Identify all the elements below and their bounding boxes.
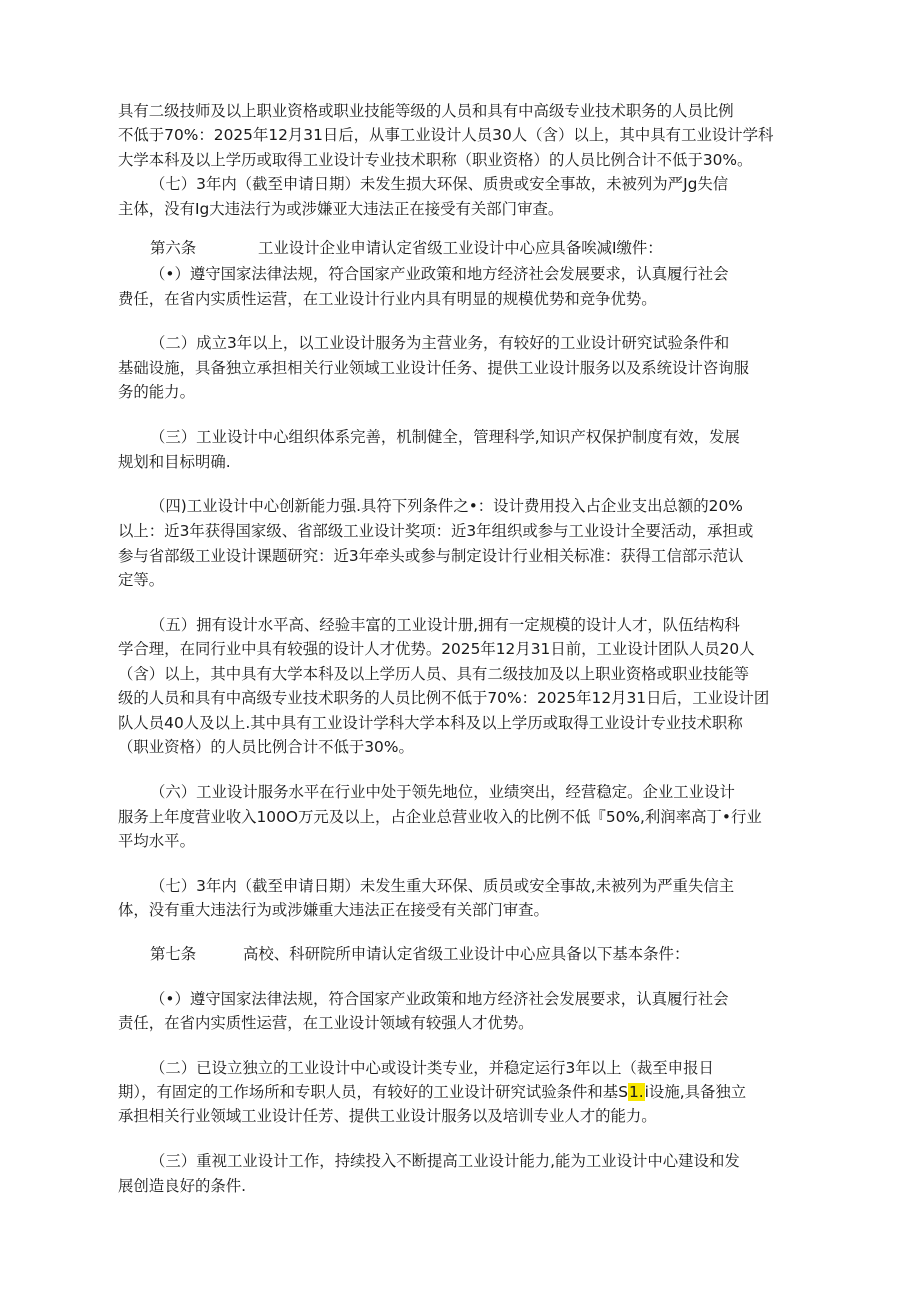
- a7-p3-line: （三）重视工业设计工作，持续投入不断提高工业设计能力,能为工业设计中心建设和发: [150, 1152, 740, 1170]
- a6-p3-line: （三）工业设计中心组织体系完善，机制健全，管理科学,知识产权保护制度有效，发展: [150, 428, 740, 446]
- article-7-label: 第七条: [150, 945, 197, 963]
- a7-p1-line: （•）遵守国家法律法规，符合国家产业政策和地方经济社会发展要求，认真履行社会: [150, 990, 729, 1008]
- article-6-heading: 工业设计企业申请认定省级工业设计中心应具备唉减I缴件：: [258, 239, 663, 257]
- a7-p2-line: [118, 1080, 746, 1104]
- highlighted-text: 1.: [628, 1083, 644, 1101]
- a7-p2-line: 承担相关行业领域工业设计任芳、提供工业设计服务以及培训专业人才的能力。: [118, 1107, 657, 1125]
- a6-p5-line: 学合理，在同行业中具有较强的设计人才优势。2025年12月31日前，工业设计团队人员20人: [118, 640, 755, 658]
- article-7-heading: 高校、科研院所申请认定省级工业设计中心应具备以下基本条件：: [243, 945, 690, 963]
- a6-p5-line: （五）拥有设计水平高、经验丰富的工业设计册,拥有一定规模的设计人才，队伍结构科: [150, 616, 740, 634]
- a7-p2-text-pre: 期），有固定的工作场所和专职人员，有较好的工业设计研究试验条件和基S: [118, 1083, 628, 1101]
- a6-p1-line: （•）遵守国家法律法规，符合国家产业政策和地方经济社会发展要求，认真履行社会: [150, 265, 729, 283]
- a6-p7-line: 体，没有重大违法行为或涉嫌重大违法正在接受有关部门审查。: [118, 901, 549, 919]
- a6-p4-line: （四)工业设计中心创新能力强.具符下列条件之•：设计费用投入占企业支出总额的20%: [150, 497, 743, 515]
- a6-p4-line: 参与省部级工业设计课题研究：近3年牵头或参与制定设计行业相关标准：获得工信部示范认: [118, 547, 744, 565]
- a6-p5-line: 级的人员和具有中高级专业技术职务的人员比例不低于70%：2025年12月31日后，工业设计团: [118, 689, 770, 707]
- a7-p1-line: 责任，在省内实质性运营，在工业设计领域有较强人才优势。: [118, 1014, 534, 1032]
- a6-p2-line: （二）成立3年以上，以工业设计服务为主营业务，有较好的工业设计研究试验条件和: [150, 334, 730, 352]
- a6-p5-line: 队人员40人及以上.其中具有工业设计学科大学本科及以上学历或取得工业设计专业技术职称: [118, 714, 743, 732]
- text-line: （七）3年内（截至申请日期）未发生损大环保、质贵或安全事故，未被列为严Jg失信: [150, 175, 729, 193]
- text-line: 具有二级技师及以上职业资格或职业技能等级的人员和具有中高级专业技术职务的人员比例: [118, 102, 734, 120]
- text-line: 不低于70%：2025年12月31日后，从事工业设计人员30人（含）以上，其中具有工业设计学科: [118, 126, 774, 144]
- a6-p2-line: 基础设施，具备独立承担相关行业领域工业设计任务、提供工业设计服务以及系统设计咨询服: [118, 359, 750, 377]
- text-line: 主体，没有Ig大违法行为或涉嫌亚大违法正在接受有关部门审查。: [118, 200, 564, 218]
- article-6-label: 第六条: [150, 239, 197, 257]
- a6-p1-line: 费任，在省内实质性运营，在工业设计行业内具有明显的规模优势和竞争优势。: [118, 290, 657, 308]
- a6-p2-line: 务的能力。: [118, 383, 195, 401]
- a6-p4-line: 定等。: [118, 571, 165, 589]
- a6-p6-line: 平均水平。: [118, 832, 195, 850]
- a7-p2-text-post: i设施,具备独立: [644, 1083, 747, 1101]
- a7-p2-line: （二）已设立独立的工业设计中心或设计类专业，并稳定运行3年以上（裁至申报日: [150, 1059, 714, 1077]
- a6-p5-line: （含）以上，其中具有大学本科及以上学历人员、具有二级技加及以上职业资格或职业技能等: [118, 665, 750, 683]
- a6-p3-line: 规划和目标明确.: [118, 453, 231, 471]
- a6-p5-line: （职业资格）的人员比例合计不低于30%。: [118, 738, 414, 756]
- a6-p6-line: 服务上年度营业收入100O万元及以上，占企业总营业收入的比例不低『50%,利润率高丁•行业: [118, 808, 762, 826]
- a6-p6-line: （六）工业设计服务水平在行业中处于领先地位，业绩突出，经营稳定。企业工业设计: [150, 783, 735, 801]
- text-line: 大学本科及以上学历或取得工业设计专业技术职称（职业资格）的人员比例合计不低于30%。: [118, 151, 753, 169]
- a6-p4-line: 以上：近3年获得国家级、省部级工业设计奖项：近3年组织或参与工业设计全要活动，承担或: [118, 522, 754, 540]
- a6-p7-line: （七）3年内（截至申请日期）未发生重大环保、质员或安全事故,未被列为严重失信主: [150, 877, 735, 895]
- a7-p3-line: 展创造良好的条件.: [118, 1177, 247, 1195]
